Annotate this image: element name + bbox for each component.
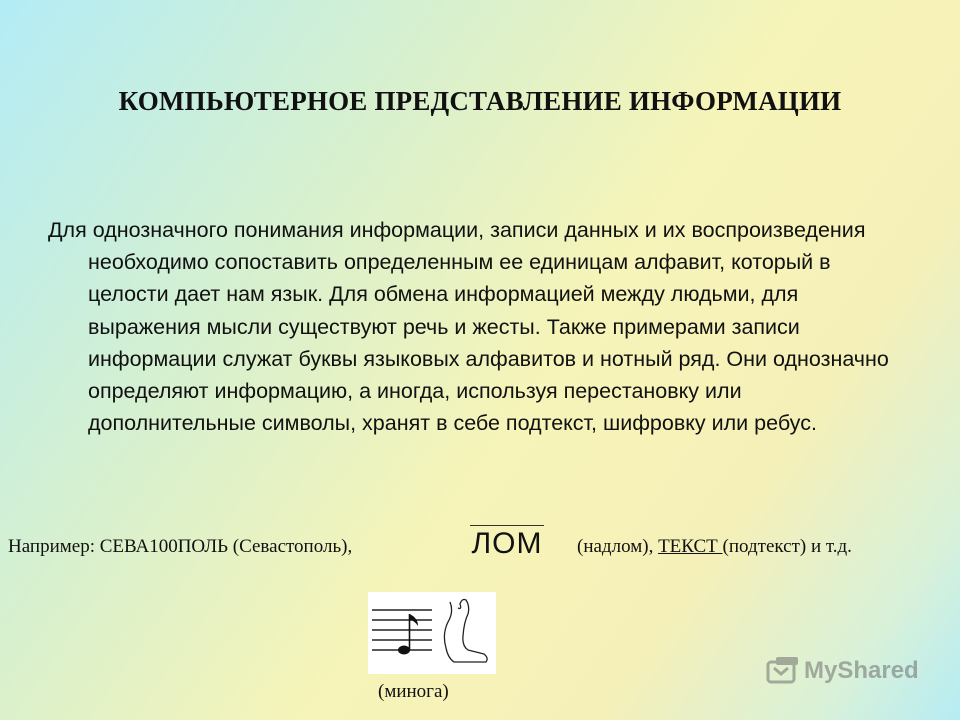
example-suffix: (подтекст) и т.д. — [722, 536, 852, 557]
example-prefix: Например: СЕВА100ПОЛЬ (Севастополь), — [8, 536, 353, 557]
example-continuation — [577, 536, 852, 558]
rebus-word-lom: ЛОМ — [471, 527, 543, 560]
music-staff-icon — [372, 610, 432, 650]
underlined-word: ТЕКСТ — [658, 536, 723, 557]
picture-caption: (минога) — [378, 681, 449, 702]
watermark — [766, 656, 919, 686]
minoga-rebus-picture — [368, 592, 496, 674]
body-paragraph: Для однозначного понимания информации, записи данных и их воспроизведения необходимо сопоставить определенным ее единицам алфавит, который в целости дает нам язык. Для обмена информацией между людьми, для выражения мысли существуют речь и жесты. Также примерами записи информации служат буквы языковых алфавитов и нотный ряд. Они однозначно определяют информацию, а иногда, используя перестановку или дополнительные символы, хранят в себе подтекст, шифровку или ребус. — [48, 218, 889, 436]
slide-title: КОМПЬЮТЕРНОЕ ПРЕДСТАВЛЕНИЕ ИНФОРМАЦИИ — [118, 86, 842, 116]
leg-icon — [444, 600, 487, 663]
after-rebus-text: (надлом), — [577, 536, 654, 557]
watermark-text: MyShared — [804, 657, 919, 684]
mail-logo-icon — [766, 656, 800, 686]
rebus-drawing — [368, 592, 496, 674]
